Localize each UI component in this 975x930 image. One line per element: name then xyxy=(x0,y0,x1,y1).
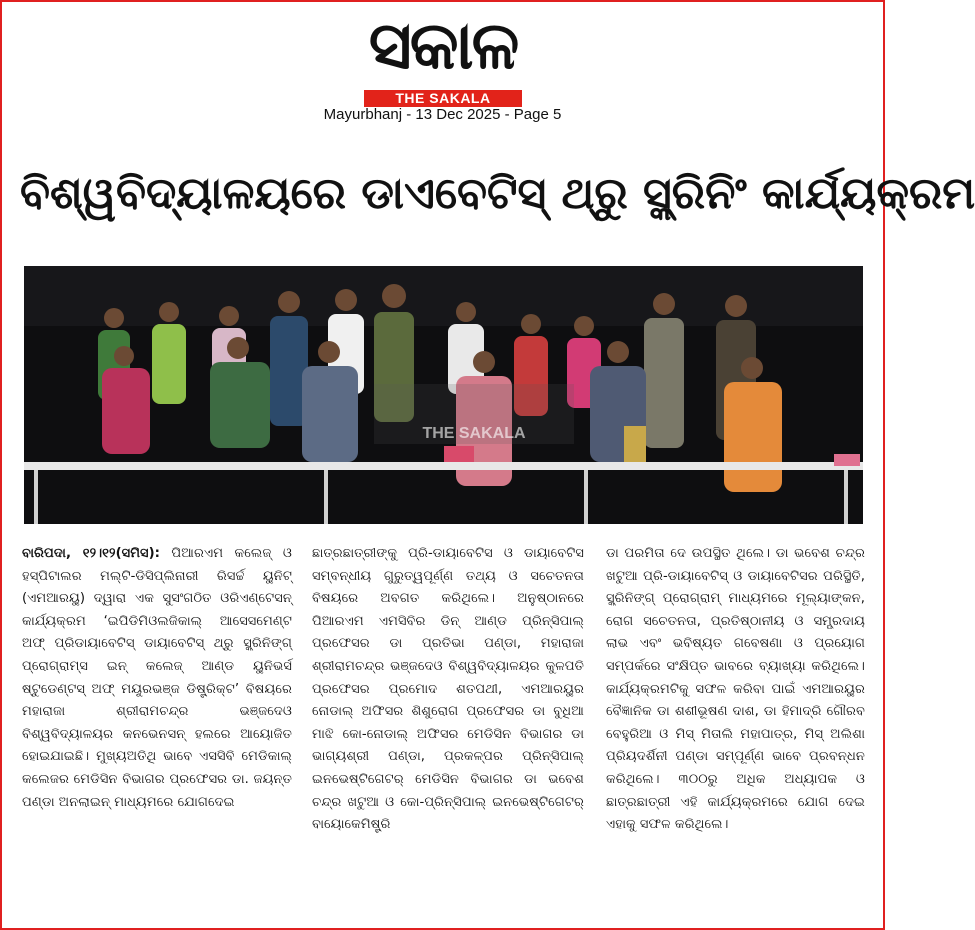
event-photo-illustration xyxy=(24,266,863,524)
article-headline: ବିଶ୍ୱବିଦ୍ୟାଳୟରେ ଡାଏବେଟିସ୍ ଥ୍ରୁ ସ୍କ୍ରିନିଂ କାର୍ଯ୍ୟକ୍ରମ xyxy=(20,168,975,219)
photo-watermark-text: THE SAKALA xyxy=(422,425,526,442)
article-dateline: ବାରିପଦା, ୧୨।୧୨(ସମିସ): xyxy=(22,546,160,561)
event-photo xyxy=(24,266,863,524)
sakala-logo[interactable] xyxy=(292,6,594,106)
article-column-3: ଡା ପରମିତା ଦେ ଉପସ୍ଥିତ ଥିଲେ। ଡା ଭବେଶ ଚନ୍ଦ୍ର ଖଟୁଆ ପ୍ରି-ଡାୟାବେଟିସ୍ ଓ ଡାୟାବେଟିସର ପରିସ୍ଥିତି, ସ୍କ୍ରିନିଙ୍ଗ୍ ପ୍ରୋଗ୍ରାମ୍ ମାଧ୍ୟମରେ ମୂଲ୍ୟାଙ୍କନ, ରୋଗ ସଚେତନତା, ପ୍ରତିଷ୍ଠାନୀୟ ଓ ସମ୍ପ୍ରଦାୟ ଲାଭ ଏବଂ ଭବିଷ୍ୟତ ଗବେଷଣା ଓ ପ୍ରୟୋଗ ସମ୍ପର୍କରେ ସଂକ୍ଷିପ୍ତ ଭାବରେ ବ୍ୟାଖ୍ୟା କରିଥିଲେ। କାର୍ଯ୍ୟକ୍ରମଟିକୁ ସଫଳ କରିବା ପାଇଁ ଏମଆରୟୁର ବୈଜ୍ଞାନିକ ଡା ଶଶୀଭୂଷଣ ଦାଶ, ଡା ହିମାଦ୍ରି ଗୌରବ ବେହୁରିଆ ଓ ମିସ୍ ମିତାଲି ମହାପାତ୍ର, ମିସ୍ ଅଲିଶା ପ୍ରିୟଦର୍ଶିନୀ ପଣ୍ଡା ସମ୍ପୂର୍ଣ୍ଣ ଭାବେ ପ୍ରବନ୍ଧନ କରିଥିଲେ। ୩୦୦ରୁ ଅଧିକ ଅଧ୍ୟାପକ ଓ ଛାତ୍ରଛାତ୍ରୀ ଏହି କାର୍ଯ୍ୟକ୍ରମରେ ଯୋଗ ଦେଇ ଏହାକୁ ସଫଳ କରିଥିଲେ। xyxy=(606,546,865,833)
masthead xyxy=(0,0,885,130)
logo-wordmark: ସକାଳ xyxy=(368,7,518,84)
stage-table xyxy=(24,462,863,470)
article-column-2: ଛାତ୍ରଛାତ୍ରୀଙ୍କୁ ପ୍ରି-ଡାୟାବେଟିସ ଓ ଡାୟାବେଟିସ ସମ୍ବନ୍ଧୀୟ ଗୁରୁତ୍ୱପୂର୍ଣ୍ଣ ତଥ୍ୟ ଓ ସଚେତନତା ବିଷୟରେ ଅବଗତ କରିଥିଲେ। ଅନୁଷ୍ଠାନରେ ପିଆରଏମ ଏମସିବିର ଡିନ୍ ଆଣ୍ଡ ପ୍ରିନ୍ସିପାଲ୍ ପ୍ରଫେସର ଡା ପ୍ରତିଭା ପଣ୍ଡା, ମହାରାଜା ଶ୍ରୀରାମଚନ୍ଦ୍ର ଭଞ୍ଜଦେଓ ବିଶ୍ୱବିଦ୍ୟାଳୟର କୁଳପତି ପ୍ରଫେସର ପ୍ରମୋଦ ଶତପଥୀ, ଏମଆରୟୁର ନୋଡାଲ୍ ଅଫିସର ଶିଶୁରୋଗ ପ୍ରଫେସର ଡା ବୁଧିଆ ମାଝି କୋ-ନୋଡାଲ୍ ଅଫିସର ମେଡିସିନ ବିଭାଗର ଡା ଭାଗ୍ୟଶ୍ରୀ ପଣ୍ଡା, ପ୍ରକଳ୍ପର ପ୍ରିନ୍ସିପାଲ୍ ଇନଭେଷ୍ଟିଗେଟର୍ ମେଡିସିନ ବିଭାଗର ଡା ଭବେଶ ଚନ୍ଦ୍ର ଖଟୁଆ ଓ କୋ-ପ୍ରିନ୍ସିପାଲ୍ ଇନଭେଷ୍ଟିଗେଟର୍ ବାୟୋକେମିଷ୍ଟ୍ରି xyxy=(312,546,584,833)
edition-dateline: Mayurbhanj - 13 Dec 2025 - Page 5 xyxy=(323,106,562,123)
article-body xyxy=(22,543,865,923)
article-column-1 xyxy=(22,543,292,923)
logo-subtitle: THE SAKALA xyxy=(364,90,522,107)
article-column-1-text: ପିଆରଏମ କଲେଜ୍ ଓ ହସ୍ପିଟାଲର ମଲ୍ଟି-ଡିସିପ୍ଲିନାରୀ ରିସର୍ଚ୍ଚ ୟୁନିଟ୍ (ଏମଆରୟୁ) ଦ୍ୱାରା ଏକ ସୁସଂଗଠିତ ଓରିଏଣ୍ଟେସନ୍ କାର୍ଯ୍ୟକ୍ରମ ‘ଇପିଡିମିଓଲଜିକାଲ୍ ଆସେସମେଣ୍ଟ ଅଫ୍ ପ୍ରିଡାୟାବେଟିସ୍ ଡାୟାବେଟିସ୍ ଥ୍ରୁ ସ୍କ୍ରିନିଙ୍ଗ୍ ପ୍ରୋଗ୍ରାମ୍ସ ଇନ୍ କଲେଜ୍ ଆଣ୍ଡ ୟୁନିଭର୍ସ ଷ୍ଟୁଡେଣ୍ଟସ୍ ଅଫ୍ ମୟୂରଭଞ୍ଜ ଡିଷ୍ଟ୍ରିକ୍ଟ’ ବିଷୟରେ ମହାରାଜା ଶ୍ରୀରାମଚନ୍ଦ୍ର ଭଞ୍ଜଦେଓ ବିଶ୍ୱବିଦ୍ୟାଳୟର କନଭେନସନ୍ ହଲରେ ଆୟୋଜିତ ହୋଇଯାଇଛି। ମୁଖ୍ୟଅତିଥି ଭାବେ ଏସସିବି ମେଡିକାଲ୍ କଲେଜର ମେଡିସିନ ବିଭାଗର ପ୍ରଫେସର ଡା. ଜୟନ୍ତ ପଣ୍ଡା ଅନଲାଇନ୍ ମାଧ୍ୟମରେ ଯୋଗଦେଇ xyxy=(22,546,292,810)
